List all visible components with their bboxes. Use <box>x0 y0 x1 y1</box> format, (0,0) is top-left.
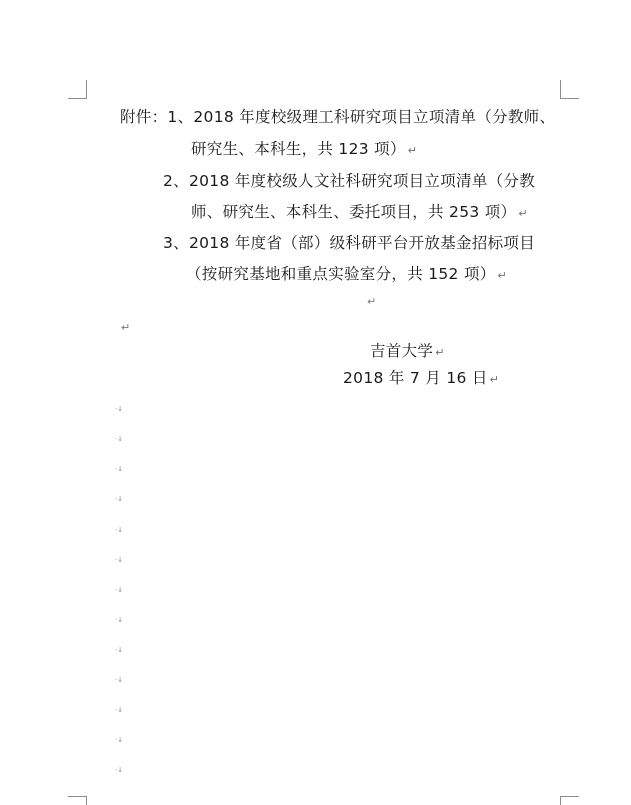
attachment-item-3-continuation: （按研究基地和重点实验室分，共 152 项） <box>186 265 496 283</box>
empty-paragraph-mark-icon: ·↓ <box>115 706 124 714</box>
paragraph-mark-icon: ↵ <box>518 207 528 220</box>
empty-paragraph-mark-icon: ·↓ <box>115 556 124 564</box>
paragraph-mark-icon: ↵ <box>497 269 508 282</box>
attachment-item-2-continuation: 师、研究生、本科生、委托项目，共 253 项） <box>191 203 517 221</box>
attachment-item-1-line-2 <box>191 139 417 161</box>
attachment-item-3-line-1 <box>163 233 535 253</box>
attachment-item-2-line-2 <box>191 202 528 224</box>
top-right-crop-mark <box>560 80 579 99</box>
empty-paragraph-mark-icon: ·↓ <box>115 586 124 594</box>
paragraph-mark-icon: ↵ <box>489 373 500 386</box>
empty-paragraph-mark-icon: ·↓ <box>115 405 124 413</box>
attachment-item-3-text: 3、2018 年度省（部）级科研平台开放基金招标项目 <box>163 234 536 252</box>
paragraph-mark-icon: ↵ <box>407 144 418 157</box>
empty-paragraph-mark-icon: ·↓ <box>115 526 124 534</box>
empty-paragraph-mark-icon: ·↓ <box>115 766 124 774</box>
paragraph-mark-icon: ↵ <box>121 321 131 334</box>
attachments-label: 附件： <box>120 108 168 126</box>
paragraph-mark-icon: ↵ <box>367 295 377 308</box>
empty-paragraph-mark-icon: ·↓ <box>115 646 124 654</box>
empty-paragraph-mark-icon: ·↓ <box>115 495 124 503</box>
attachment-item-1-line-1 <box>120 107 555 127</box>
top-left-crop-mark <box>68 80 87 99</box>
organization-name: 吉首大学 <box>370 342 434 360</box>
empty-paragraph-mark-icon: ·↓ <box>115 676 124 684</box>
empty-paragraph-mark-icon: ·↓ <box>115 736 124 744</box>
empty-paragraph-mark-icon: ·↓ <box>115 435 124 443</box>
signature-date <box>343 368 499 390</box>
signature-organization <box>370 341 445 363</box>
empty-paragraph-mark-icon: ·↓ <box>115 465 124 473</box>
paragraph-mark-icon: ↵ <box>435 346 445 359</box>
attachment-item-2-line-1 <box>163 171 535 191</box>
attachment-item-1-continuation: 研究生、本科生，共 123 项） <box>191 140 406 158</box>
empty-paragraph-mark-icon: ·↓ <box>115 616 124 624</box>
attachment-item-3-line-2 <box>186 264 507 286</box>
attachment-item-1-text: 1、2018 年度校级理工科研究项目立项清单（分教师、 <box>167 108 556 126</box>
attachment-item-2-text: 2、2018 年度校级人文社科研究项目立项清单（分教 <box>163 172 536 190</box>
issue-date: 2018 年 7 月 16 日 <box>343 369 488 387</box>
